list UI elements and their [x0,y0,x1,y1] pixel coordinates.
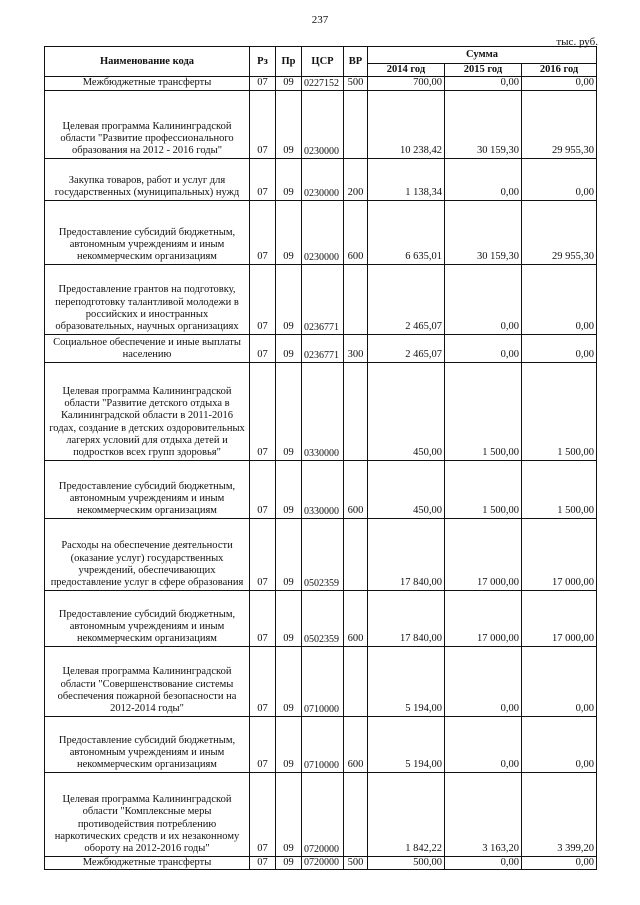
table-row [45,158,597,200]
row-rz: 07 [250,362,276,460]
row-csr: 0710000 [302,646,344,716]
table-row [45,334,597,362]
table-row [45,362,597,460]
row-2014: 2 465,07 [368,334,445,362]
header-2016: 2016 год [522,64,597,77]
row-csr: 0227152 [302,77,344,90]
row-2015: 30 159,30 [445,90,522,158]
row-2015: 3 163,20 [445,772,522,856]
row-pr: 09 [276,158,302,200]
row-pr: 09 [276,646,302,716]
row-2015: 1 500,00 [445,362,522,460]
row-rz: 07 [250,77,276,90]
row-pr: 09 [276,856,302,869]
row-csr: 0720000 [302,772,344,856]
row-name: Предоставление субсидий бюджетным, автономным учреждениям и иным некоммерческим организациям [45,716,250,772]
row-rz: 07 [250,200,276,264]
row-rz: 07 [250,772,276,856]
row-2016: 1 500,00 [522,460,597,518]
row-name: Предоставление субсидий бюджетным, автономным учреждениям и иным некоммерческим организациям [45,460,250,518]
row-name: Целевая программа Калининградской области "Совершенствование системы обеспечения пожарной безопасности на 2012-2014 годы" [45,646,250,716]
table-row [45,716,597,772]
row-name: Закупка товаров, работ и услуг для государственных (муниципальных) нужд [45,158,250,200]
row-name: Предоставление субсидий бюджетным, автономным учреждениям и иным некоммерческим организациям [45,590,250,646]
row-name: Целевая программа Калининградской области "Комплексные меры противодействия потреблению наркотических средств и их незаконному обороту на 2012-2016 годы" [45,772,250,856]
row-2015: 0,00 [445,77,522,90]
row-2015: 0,00 [445,158,522,200]
row-2014: 1 138,34 [368,158,445,200]
row-2014: 17 840,00 [368,590,445,646]
row-2016: 17 000,00 [522,518,597,590]
row-2015: 17 000,00 [445,518,522,590]
row-name: Расходы на обеспечение деятельности (оказание услуг) государственных учреждений, обеспечивающих предоставление услуг в сфере образования [45,518,250,590]
row-vr: 600 [344,460,368,518]
row-vr [344,646,368,716]
table-row [45,264,597,334]
row-name: Межбюджетные трансферты [45,856,250,869]
row-2016: 1 500,00 [522,362,597,460]
row-rz: 07 [250,158,276,200]
row-2016: 0,00 [522,334,597,362]
row-2015: 30 159,30 [445,200,522,264]
row-2016: 0,00 [522,716,597,772]
row-vr [344,90,368,158]
row-2014: 6 635,01 [368,200,445,264]
row-csr: 0330000 [302,460,344,518]
row-vr: 600 [344,200,368,264]
row-2014: 500,00 [368,856,445,869]
row-2015: 0,00 [445,334,522,362]
row-2016: 0,00 [522,77,597,90]
row-vr: 200 [344,158,368,200]
row-2016: 17 000,00 [522,590,597,646]
row-rz: 07 [250,90,276,158]
row-rz: 07 [250,646,276,716]
row-rz: 07 [250,590,276,646]
row-pr: 09 [276,772,302,856]
row-rz: 07 [250,856,276,869]
header-sum: Сумма [368,47,597,64]
header-pr: Пр [276,47,302,77]
row-csr: 0230000 [302,90,344,158]
row-csr: 0710000 [302,716,344,772]
row-2014: 450,00 [368,460,445,518]
row-csr: 0502359 [302,590,344,646]
row-rz: 07 [250,716,276,772]
row-2014: 10 238,42 [368,90,445,158]
row-vr: 300 [344,334,368,362]
row-pr: 09 [276,334,302,362]
row-csr: 0330000 [302,362,344,460]
row-2014: 5 194,00 [368,646,445,716]
table-row [45,590,597,646]
table-row [45,646,597,716]
row-2014: 700,00 [368,77,445,90]
row-2015: 0,00 [445,646,522,716]
row-2015: 17 000,00 [445,590,522,646]
row-vr: 500 [344,856,368,869]
row-name: Предоставление субсидий бюджетным, автономным учреждениям и иным некоммерческим организациям [45,200,250,264]
header-rz: Рз [250,47,276,77]
row-vr: 600 [344,716,368,772]
page-number: 237 [311,14,329,26]
header-vr: ВР [344,47,368,77]
header-2015: 2015 год [445,64,522,77]
row-2016: 0,00 [522,646,597,716]
row-rz: 07 [250,334,276,362]
table-row [45,518,597,590]
row-rz: 07 [250,460,276,518]
row-pr: 09 [276,200,302,264]
row-vr: 500 [344,77,368,90]
row-2016: 3 399,20 [522,772,597,856]
row-name: Предоставление грантов на подготовку, переподготовку талантливой молодежи в российских и иностранных образовательных, научных организациях [45,264,250,334]
row-name: Целевая программа Калининградской области "Развитие детского отдыха в Калининградской области в 2011-2016 годах, создание в детских оздоровительных лагерях условий для отдыха детей и подростков всех групп здоровья" [45,362,250,460]
row-2014: 17 840,00 [368,518,445,590]
row-csr: 0720000 [302,856,344,869]
row-vr [344,362,368,460]
row-2014: 1 842,22 [368,772,445,856]
table-row [45,77,597,90]
row-csr: 0236771 [302,264,344,334]
table-row [45,856,597,869]
header-2014: 2014 год [368,64,445,77]
row-csr: 0236771 [302,334,344,362]
row-2014: 5 194,00 [368,716,445,772]
row-2015: 0,00 [445,716,522,772]
row-pr: 09 [276,460,302,518]
row-vr [344,772,368,856]
row-rz: 07 [250,518,276,590]
row-pr: 09 [276,362,302,460]
row-pr: 09 [276,77,302,90]
row-vr: 600 [344,590,368,646]
row-2015: 0,00 [445,264,522,334]
row-2015: 1 500,00 [445,460,522,518]
row-2014: 2 465,07 [368,264,445,334]
row-name: Социальное обеспечение и иные выплаты населению [45,334,250,362]
row-name: Целевая программа Калининградской области "Развитие профессионального образования на 2012 - 2016 годы" [45,90,250,158]
row-2016: 29 955,30 [522,90,597,158]
row-rz: 07 [250,264,276,334]
row-pr: 09 [276,90,302,158]
row-pr: 09 [276,264,302,334]
row-csr: 0230000 [302,158,344,200]
units-label: тыс. руб. [556,36,598,48]
row-csr: 0230000 [302,200,344,264]
row-2016: 0,00 [522,856,597,869]
budget-table [44,46,597,870]
table-row [45,90,597,158]
table-row [45,200,597,264]
header-name: Наименование кода [45,47,250,77]
row-csr: 0502359 [302,518,344,590]
row-pr: 09 [276,716,302,772]
row-2014: 450,00 [368,362,445,460]
table-row [45,772,597,856]
row-vr [344,264,368,334]
row-pr: 09 [276,518,302,590]
row-2015: 0,00 [445,856,522,869]
row-2016: 0,00 [522,158,597,200]
row-pr: 09 [276,590,302,646]
row-name: Межбюджетные трансферты [45,77,250,90]
header-csr: ЦСР [302,47,344,77]
row-2016: 0,00 [522,264,597,334]
row-2016: 29 955,30 [522,200,597,264]
row-vr [344,518,368,590]
table-row [45,460,597,518]
